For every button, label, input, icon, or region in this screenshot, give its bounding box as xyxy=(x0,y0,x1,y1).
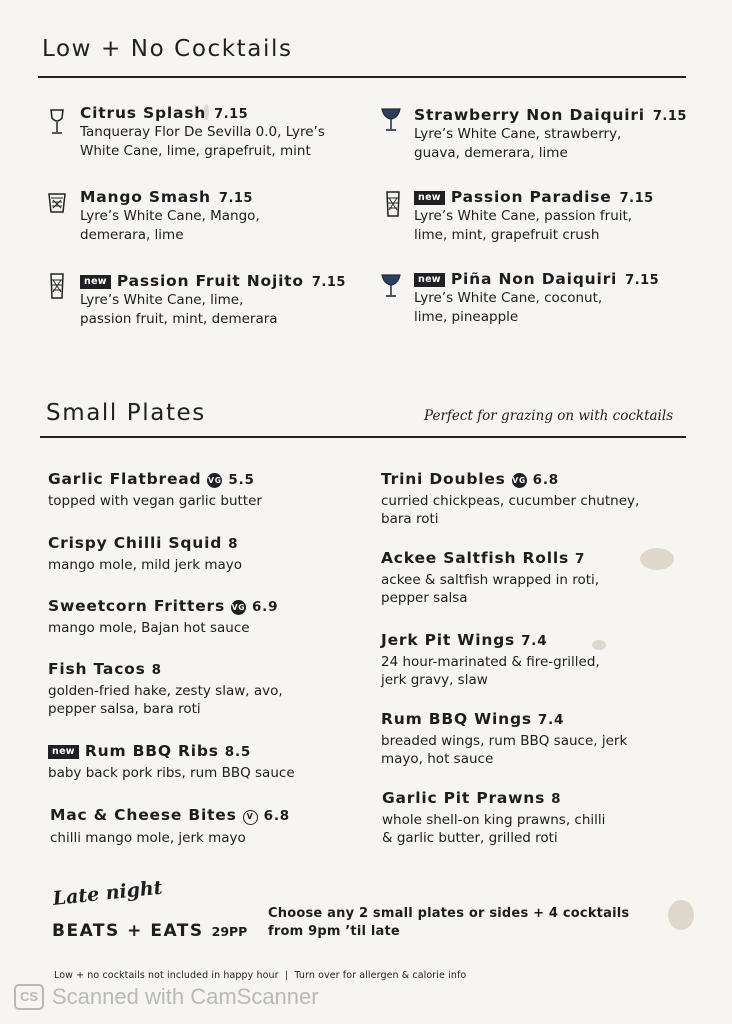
camscanner-logo-icon: CS xyxy=(14,984,44,1010)
plate-price: 7 xyxy=(575,551,586,567)
plate-price: 6.9 xyxy=(251,599,279,615)
plate-price: 8 xyxy=(551,791,562,807)
plate-name: Ackee Saltfish Rolls xyxy=(381,549,569,567)
plate-name: Trini Doubles xyxy=(381,470,506,488)
plate-item xyxy=(381,549,681,607)
plate-name: Rum BBQ Wings xyxy=(381,710,532,728)
plate-description: baby back pork ribs, rum BBQ sauce xyxy=(48,765,295,781)
plate-name: Fish Tacos xyxy=(48,660,146,678)
plate-description: mango mole, mild jerk mayo xyxy=(48,557,243,573)
cocktail-description: Lyre’s White Cane, passion fruit, lime, mint, grapefruit crush xyxy=(414,208,633,243)
new-badge: new xyxy=(80,275,111,289)
coupe-glass-icon xyxy=(380,106,402,134)
plate-item xyxy=(50,806,350,847)
cocktail-price: 7.15 xyxy=(619,191,654,206)
plate-item xyxy=(381,470,681,528)
plate-description: whole shell-on king prawns, chilli & garlic butter, grilled roti xyxy=(382,812,606,846)
cocktail-name: Mango Smash xyxy=(80,188,211,206)
beats-eats-price: 29PP xyxy=(211,924,248,939)
coupe-glass-icon xyxy=(380,272,402,300)
cocktail-description: Tanqueray Flor De Sevilla 0.0, Lyre’s White Cane, lime, grapefruit, mint xyxy=(80,124,325,159)
plate-description: golden-fried hake, zesty slaw, avo, pepper salsa, bara roti xyxy=(48,683,283,717)
highball-glass-icon xyxy=(46,272,68,300)
cocktail-item xyxy=(80,272,380,329)
plate-description: 24 hour-marinated & fire-grilled, jerk gravy, slaw xyxy=(381,654,600,688)
vegan-icon: VG xyxy=(231,600,246,615)
cocktail-description: Lyre’s White Cane, lime, passion fruit, mint, demerara xyxy=(80,292,278,327)
cocktail-item xyxy=(414,106,714,163)
wine-glass-icon xyxy=(46,108,68,136)
cocktail-item xyxy=(80,188,380,245)
cocktail-name: Strawberry Non Daiquiri xyxy=(414,106,645,124)
new-badge: new xyxy=(414,273,445,287)
plate-item xyxy=(48,597,348,637)
plate-price: 6.8 xyxy=(532,472,559,488)
cocktail-name-line xyxy=(80,104,380,122)
new-badge: new xyxy=(48,745,79,759)
plate-price: 8.5 xyxy=(224,744,252,760)
plate-price: 5.5 xyxy=(228,472,255,488)
plate-item xyxy=(381,631,681,689)
beats-eats-title: BEATS + EATS xyxy=(52,921,204,941)
cocktails-title: Low + No Cocktails xyxy=(42,36,293,62)
plate-price: 6.8 xyxy=(263,808,290,824)
plate-item xyxy=(48,534,348,574)
cocktail-price: 7.15 xyxy=(625,273,660,288)
late-night-offer: Choose any 2 small plates or sides + 4 cocktails from 9pm ’til late xyxy=(268,906,630,939)
plate-description: curried chickpeas, cucumber chutney, bara roti xyxy=(381,493,640,527)
vegan-icon: VG xyxy=(207,473,222,488)
plate-item xyxy=(381,710,681,768)
plate-name: Crispy Chilli Squid xyxy=(48,534,223,552)
small-plates-divider xyxy=(40,436,686,438)
plate-name: Rum BBQ Ribs xyxy=(84,742,219,760)
plate-name: Garlic Pit Prawns xyxy=(382,789,546,807)
plate-price: 8 xyxy=(151,662,162,678)
cocktail-description: Lyre’s White Cane, coconut, lime, pineapple xyxy=(414,290,603,325)
cocktail-price: 7.15 xyxy=(214,107,249,122)
new-badge: new xyxy=(414,191,445,205)
plate-name: Sweetcorn Fritters xyxy=(48,597,225,615)
plate-description: topped with vegan garlic butter xyxy=(48,493,262,509)
plate-description: chilli mango mole, jerk mayo xyxy=(50,830,246,846)
vegan-icon: VG xyxy=(512,473,527,488)
cocktail-price: 7.15 xyxy=(218,191,253,206)
cocktail-name: Piña Non Daiquiri xyxy=(450,270,618,288)
footer-note: Low + no cocktails not included in happy hour | Turn over for allergen & calorie info xyxy=(54,970,467,981)
plate-description: ackee & saltfish wrapped in roti, pepper salsa xyxy=(381,572,600,606)
plate-name: Mac & Cheese Bites xyxy=(50,806,237,824)
plate-item xyxy=(48,470,348,510)
vegetarian-icon: V xyxy=(243,810,258,825)
cocktail-price: 7.15 xyxy=(311,275,346,290)
tumbler-glass-icon xyxy=(46,190,68,218)
cocktail-description: Lyre’s White Cane, Mango, demerara, lime xyxy=(80,208,260,243)
cocktail-name: Passion Fruit Nojito xyxy=(116,272,304,290)
plate-description: mango mole, Bajan hot sauce xyxy=(48,620,250,636)
plate-name: Jerk Pit Wings xyxy=(381,631,516,649)
watermark-text: Scanned with CamScanner xyxy=(52,984,319,1009)
highball-glass-icon xyxy=(382,190,404,218)
beats-eats-heading xyxy=(52,921,247,941)
cocktail-name: Citrus Splash xyxy=(80,104,207,122)
cocktail-price: 7.15 xyxy=(652,109,687,124)
cocktail-description: Lyre’s White Cane, strawberry, guava, demerara, lime xyxy=(414,126,622,161)
cocktail-item xyxy=(414,270,714,327)
plate-item xyxy=(48,660,348,718)
plate-price: 7.4 xyxy=(521,633,548,649)
plate-item xyxy=(48,742,348,782)
plate-name: Garlic Flatbread xyxy=(48,470,202,488)
plate-description: breaded wings, rum BBQ sauce, jerk mayo, hot sauce xyxy=(381,733,628,767)
cocktail-name: Passion Paradise xyxy=(450,188,612,206)
plate-price: 8 xyxy=(228,536,239,552)
cocktails-divider xyxy=(38,76,686,78)
cocktail-item xyxy=(80,104,380,161)
plate-price: 7.4 xyxy=(537,712,565,728)
camscanner-watermark xyxy=(14,984,319,1010)
cocktail-item xyxy=(414,188,714,245)
small-plates-tagline: Perfect for grazing on with cocktails xyxy=(424,408,674,424)
late-night-script: Late night xyxy=(51,876,164,910)
small-plates-title: Small Plates xyxy=(46,400,206,426)
plate-item xyxy=(382,789,682,847)
